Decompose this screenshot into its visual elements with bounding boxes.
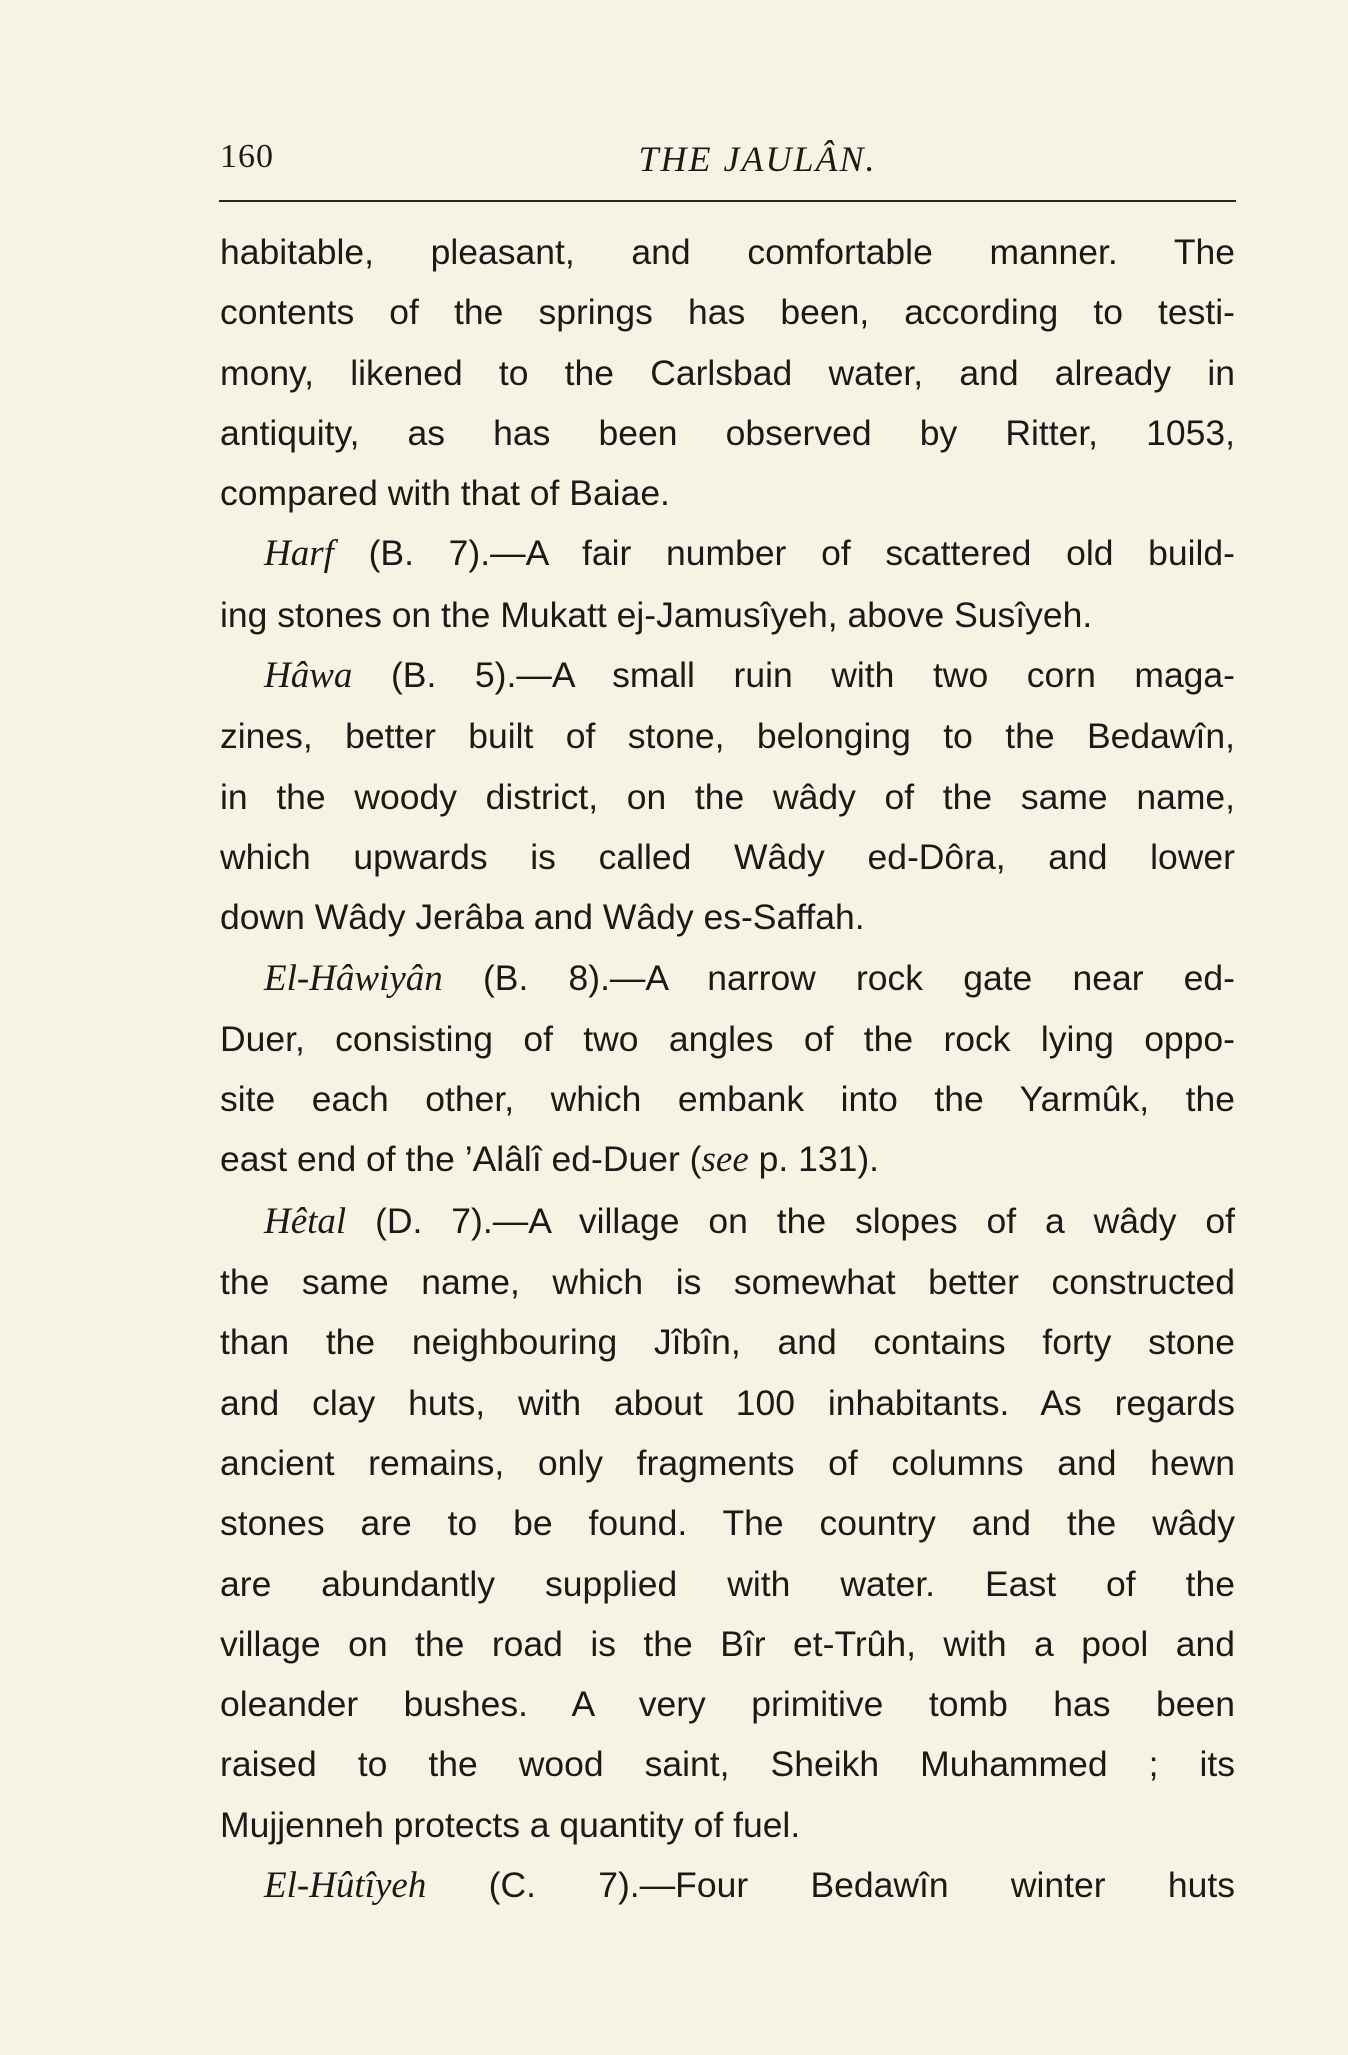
entry-heading-hetal: Hêtal [264,1200,347,1242]
text-line: zines, better built of stone, belonging to the Bedawîn, [220,716,1235,757]
entry-heading-hawa: Hâwa [264,655,353,697]
text-line [220,1129,1235,1190]
entry-first-line [220,645,1235,706]
page-number: 160 [220,138,274,175]
text-line: mony, likened to the Carlsbad water, and already in [220,352,1235,393]
text-line: contents of the springs has been, according to testi- [220,292,1235,333]
entry-heading-el-hawiyan: El-Hâwiyân [264,957,443,999]
text-line: ing stones on the Mukatt ej-Jamusîyeh, above Susîyeh. [220,594,1093,635]
text-run: east end of the ’Alâlî ed-Duer ( [220,1139,702,1180]
text-line: down Wâdy Jerâba and Wâdy es-Saffah. [220,897,865,938]
text-line: in the woody district, on the wâdy of the same name, [220,776,1235,817]
text-line: Duer, consisting of two angles of the rock lying oppo- [220,1018,1235,1059]
text-run: (B. 7).—A fair number of scattered old build- [333,533,1235,574]
text-line: stones are to be found. The country and the wâdy [220,1503,1235,1544]
entry-first-line [220,948,1235,1009]
text-run: p. 131). [748,1139,879,1180]
running-head [220,138,1235,188]
text-line: oleander bushes. A very primitive tomb has been [220,1684,1235,1725]
text-line: village on the road is the Bîr et-Trûh, with a pool and [220,1623,1235,1664]
text-line: raised to the wood saint, Sheikh Muhammed ; its [220,1744,1235,1785]
text-line: than the neighbouring Jîbîn, and contains forty stone [220,1322,1235,1363]
text-line: the same name, which is somewhat better constructed [220,1262,1235,1303]
text-line: Mujjenneh protects a quantity of fuel. [220,1804,801,1845]
text-line: which upwards is called Wâdy ed-Dôra, and lower [220,836,1235,877]
text-line: ancient remains, only fragments of columns and hewn [220,1442,1235,1483]
text-line: habitable, pleasant, and comfortable manner. The [220,232,1235,272]
text-line: are abundantly supplied with water. East of the [220,1563,1235,1604]
text-run: (C. 7).—Four Bedawîn winter huts [426,1865,1235,1906]
text-line: compared with that of Baiae. [220,473,670,514]
entry-first-line [220,1855,1235,1916]
entry-first-line [220,1191,1235,1252]
text-run: (D. 7).—A village on the slopes of a wâdy of [346,1200,1235,1241]
text-run: (B. 8).—A narrow rock gate near ed- [442,957,1235,998]
entry-first-line [220,523,1235,584]
running-title: THE JAULÂN. [638,139,877,179]
text-line: site each other, which embank into the Yarmûk, the [220,1079,1235,1120]
text-run: (B. 5).—A small ruin with two corn maga- [352,655,1235,696]
header-rule [219,200,1236,202]
body-text [220,222,1235,1916]
text-line: antiquity, as has been observed by Ritter, 1053, [220,412,1235,453]
entry-heading-el-hutiyeh: El-Hûtîyeh [264,1865,427,1907]
see-reference: see [701,1139,749,1181]
text-line: and clay huts, with about 100 inhabitants. As regards [220,1382,1235,1423]
entry-heading-harf: Harf [264,533,334,575]
